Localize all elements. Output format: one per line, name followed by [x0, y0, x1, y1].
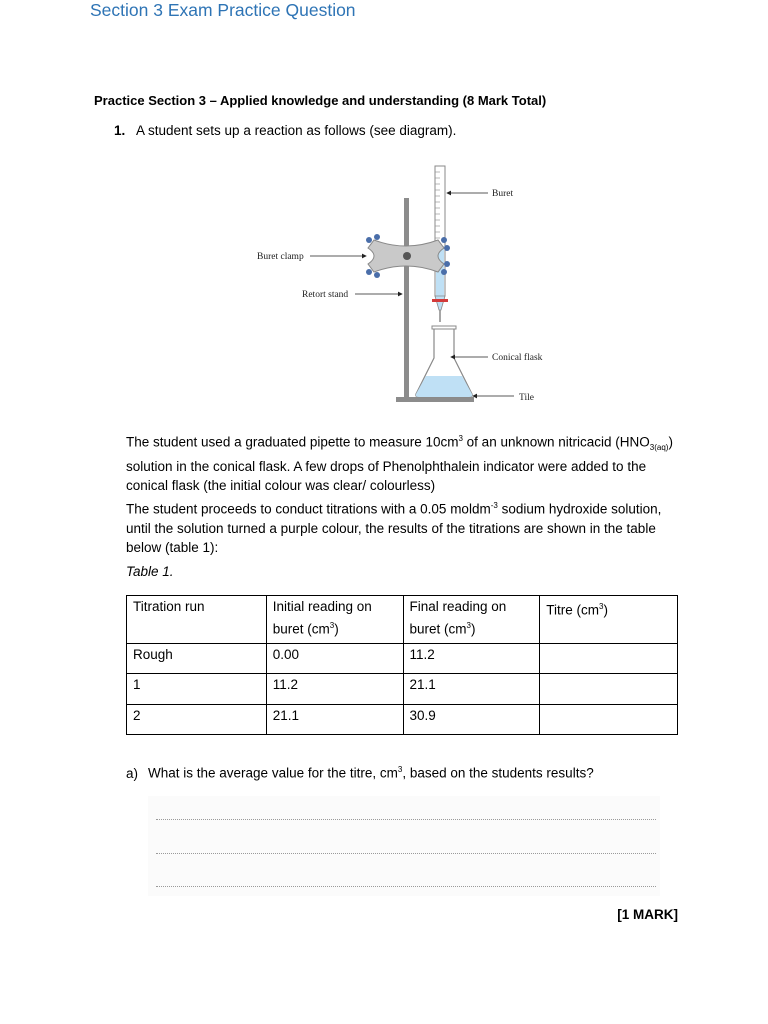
answer-line[interactable]	[156, 818, 656, 820]
flask-rim	[432, 326, 456, 329]
p2-text-b: sodium hydroxide solution, until the solution turned a purple colour, the results of the titrations are shown in the table below (table 1):	[126, 501, 662, 555]
header-suffix: )	[603, 602, 608, 618]
table-cell: 21.1	[403, 674, 540, 705]
question-a-label: a)	[126, 765, 139, 781]
answer-line[interactable]	[156, 852, 656, 854]
question-a	[126, 765, 594, 781]
question-1	[114, 123, 456, 138]
table-cell: Rough	[127, 644, 267, 674]
question-number: 1.	[114, 123, 126, 138]
mark-allocation: [1 MARK]	[617, 907, 678, 922]
stopcock	[432, 299, 448, 302]
table-cell: 2	[127, 705, 267, 735]
paragraph-pipette	[126, 429, 682, 495]
p2-sup: -3	[490, 501, 498, 510]
header-text: Titration run	[133, 599, 205, 614]
answer-line[interactable]	[156, 885, 656, 887]
header-sup: 3	[466, 621, 471, 630]
table-header-row	[127, 596, 678, 644]
table-cell: 1	[127, 674, 267, 705]
label-buret: Buret	[492, 189, 514, 199]
titration-diagram	[248, 160, 568, 415]
buret-taper	[435, 296, 445, 310]
header-sup: 3	[329, 621, 335, 630]
titre-input-cell	[540, 674, 678, 705]
question-text: A student sets up a reaction as follows (see diagram).	[136, 123, 457, 138]
table-cell: 11.2	[403, 644, 540, 674]
header-suffix: )	[334, 621, 339, 637]
titration-apparatus-svg	[248, 160, 568, 410]
header-text: Final reading on buret (cm	[409, 599, 507, 637]
header-cell	[266, 596, 403, 644]
p2-text-a: The student proceeds to conduct titrations with a 0.05 moldm	[126, 501, 491, 517]
question-a-text-a: What is the average value for the titre, cm	[148, 765, 398, 781]
results-table	[126, 595, 678, 735]
label-conical-flask: Conical flask	[492, 353, 543, 363]
table-caption: Table 1.	[126, 564, 174, 579]
table-row	[127, 674, 678, 705]
clamp-screw	[403, 252, 411, 260]
label-retort-stand: Retort stand	[302, 290, 349, 300]
table-cell: 21.1	[266, 705, 403, 735]
header-sup: 3	[599, 602, 604, 611]
p1-sub: 3(aq)	[649, 443, 669, 453]
header-text: Titre (cm	[546, 602, 599, 618]
retort-stand-rod	[404, 198, 409, 398]
p1-text-b: of an unknown nitricacid (HNO	[462, 434, 650, 450]
table-row	[127, 705, 678, 735]
label-tile: Tile	[519, 393, 534, 403]
header-cell	[540, 596, 678, 644]
header-suffix: )	[470, 621, 476, 637]
paragraph-titration	[126, 496, 682, 557]
titre-input-cell	[540, 644, 678, 674]
answer-area[interactable]	[148, 796, 660, 896]
table-cell: 11.2	[266, 674, 403, 705]
p1-sup: 3	[458, 434, 463, 443]
header-cell	[403, 596, 540, 644]
header-text: Initial reading on buret (cm	[272, 599, 372, 637]
label-buret-clamp: Buret clamp	[257, 252, 304, 262]
table-cell: 30.9	[403, 705, 540, 735]
question-a-text-b: , based on the students results?	[402, 765, 594, 781]
p1-text-c: ) solution in the conical flask. A few drops of Phenolphthalein indicator were added to the conical flask (the initial colour was clear/ colourless)	[126, 434, 673, 494]
table-cell: 0.00	[266, 644, 403, 674]
section-title: Practice Section 3 – Applied knowledge and understanding (8 Mark Total)	[94, 93, 547, 108]
titre-input-cell	[540, 705, 678, 735]
table-row	[127, 644, 678, 674]
question-a-sup: 3	[397, 765, 403, 774]
page-header: Section 3 Exam Practice Question	[90, 0, 356, 20]
p1-text-a: The student used a graduated pipette to measure 10cm	[126, 434, 459, 450]
header-cell	[127, 596, 267, 644]
flask-liquid	[416, 376, 472, 397]
